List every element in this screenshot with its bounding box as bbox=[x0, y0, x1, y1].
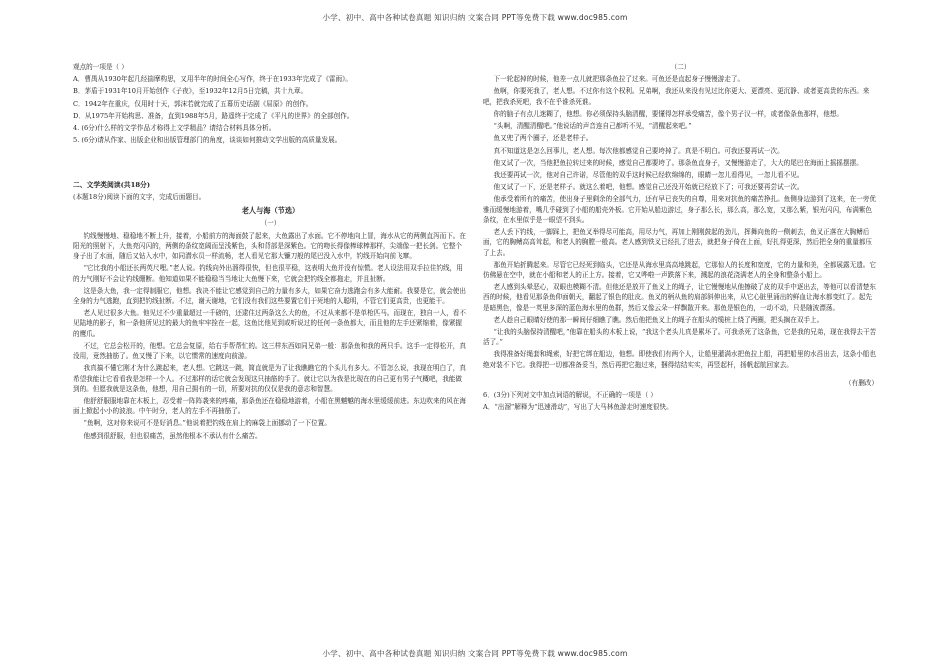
part-two-heading: （二） bbox=[670, 63, 691, 71]
part-one-heading: （一） bbox=[260, 219, 281, 228]
paragraph: 这是条大鱼，我一定得制服它，他想。我决不能让它感觉到自己的力量有多大，如果它奋力逃跑会有多大能耐。我要是它，就会使出全身的力气逃跑，直到把钓线扯断。不过，谢天谢地，它们没有我们这些要置它们于死地的人聪明，不管它们更高贵，也更能干。 bbox=[73, 286, 466, 305]
page-header: 小学、初中、高中各种试卷真题 知识归纳 文案合同 PPT等免费下载 www.doc985.com bbox=[322, 13, 628, 22]
question-stem: 观点的一项是（ ） bbox=[73, 63, 128, 71]
paragraph: 他承受着所有的痛苦，使出身子里剩余的全部气力，还有早已丧失的自尊，用来对抗鱼的痛苦挣扎。鱼侧身边游到了这来，在一旁优雅而缓慢地游着，嘴几乎碰到了小船的船壳外板。它开始从船边游过，身子那么长，那么高，那么宽，又那么紫，银光闪闪，布满紫色条纹，在水里似乎是一眼望不到头。 bbox=[483, 195, 876, 224]
question-5: 5. (6分)请从作家、出版企业和出版管理部门的角度，谈谈如何推动文学出版的高质量发展。 bbox=[73, 136, 342, 145]
paragraph: 我还要再试一次，他对自己许诺，尽管他的双手这时候已经软绵绵的，眼睛一忽儿看得见，一忽儿看不见。 bbox=[493, 170, 804, 179]
paragraph: 真不知道这是怎么回事儿，老人想。每次他都感觉自己要垮掉了。真是不明白。可我还要再试一次。 bbox=[493, 146, 784, 155]
paragraph: “鱼啊，这对你来说可不是好消息。”他说着把钓线在肩上的麻袋上面挪动了一下位置。 bbox=[83, 419, 331, 428]
paragraph: 鱼又兜了两个圈子，还是老样子。 bbox=[493, 134, 593, 143]
source-note: （有删改） bbox=[845, 378, 878, 387]
paragraph: 他舒舒服服地靠在木板上，忍受着一阵阵袭来的疼痛，那条鱼还在稳稳地游着，小船在黑魆魆的海水里缓缓前进。东边吹来的风在海面上掀起小小的波浪。中午时分，老人的左手不再抽筋了。 bbox=[73, 396, 466, 416]
paragraph: 老人丢下钓线，一脚踩上，把鱼叉举得尽可能高，用尽力气，再加上刚刚鼓起的劲儿，挥舞向鱼的一侧刺去，鱼叉正落在大胸鳍后面，它的胸鳍高高耸起，和老人的胸膛一般高。老人感到铁叉已经扎了进去，就把身子倚在上面，好扎得更深，然后把全身的重量都压了上去。 bbox=[483, 228, 873, 257]
paragraph: 老人见过很多大鱼。他见过不少重量超过一千磅的，还逮住过两条这么大的鱼，不过从来都不是单枪匹马。而现在，独自一人，看不见陆地的影子，和一条他所见过的最大的鱼牢牢拴在一起，这鱼比他见到或听说过的任何一条鱼都大，而且他的左手还紧缩着，像紧握的鹰爪。 bbox=[73, 309, 466, 338]
question-6: 6．(3分)下列对文中加点词语的解说，不正确的一项是（ ） bbox=[483, 391, 657, 400]
section-intro: (本题18分)阅读下面的文字，完成后面题目。 bbox=[73, 193, 206, 202]
page-footer: 小学、初中、高中各种试卷真题 知识归纳 文案合同 PPT等免费下载 www.doc985.com bbox=[322, 649, 628, 658]
paragraph: 我真搞不懂它刚才为什么跳起来，老人想。它跳这一跳，简直就是为了让我瞧瞧它的个头儿有多大。不管怎么说，我现在明白了，真希望我能让它看看我是怎样一个人。不过那样的话它就会发现这只抽筋的手了。就让它以为我是比现在的自己更有男子气概吧，我能做到的。但愿我就是这条鱼，他想，用自己拥有的一切，所要对抗的仅仅是我的意志和智慧。 bbox=[73, 364, 466, 393]
paragraph: 我得准备好绳套和绳索，好把它绑在船边，他想。即使我们有两个人，让船里灌满水把鱼拉上船，再把船里的水舀出去，这条小船也绝对装不下它。我得把一切都准备妥当，然后再把它拖过来，捆得结结实实，再竖起杆，扬帆起航回家去。 bbox=[483, 350, 876, 369]
paragraph: 那鱼开始折腾起来。尽管它已经死到临头，它还是从海水里高高地跳起，它那惊人的长度和宽度，它的力量和美，全都展露无遗。它仿佛悬在空中，就在小船和老人的正上方。接着，它又哗啦一声跌落下来，溅起的浪花浇满老人的全身和整条小船上。 bbox=[483, 260, 876, 279]
paragraph: 老人感到头晕恶心，双眼也模糊不清。但他还是放开了鱼叉上的绳子，让它慢慢地从他擦破了皮的双手中逐出去，等他可以看清楚东西的时候，他看见那条鱼仰面朝天，翻起了银色的肚皮。鱼叉的柄从鱼的肩部斜伸出来，从它心脏里涌出的鲜血让海水都变红了。起先是暗黑色，像是一英里多深的蓝色海水里的鱼群，然后又像云朵一样飘散开来。那鱼是银色的，一动不动，只是随波漂荡。 bbox=[483, 283, 876, 312]
paragraph: 下一轮起掉的时候，他差一点儿就把那条鱼拉了过来。可鱼还是直起身子慢慢游走了。 bbox=[493, 75, 745, 84]
paragraph: 你的脑子有点儿迷糊了，他想。你必须保持头脑清醒，要懂得怎样承受痛苦，像个男子汉一样，或者像条鱼那样，他想。 bbox=[493, 109, 844, 118]
section-heading: 二、文学类阅读(共18分) bbox=[73, 180, 151, 189]
paragraph: 不过，它总会松开的，他想。它总会复原，给右手帮帮忙的。这三样东西如同兄弟一般：那条鱼和我的两只手。这手一定得松开，真没用，竟然抽筋了。鱼又慢了下来，以它惯常的速度向前游。 bbox=[73, 341, 466, 361]
paragraph: “它比我的小船还长两英尺哩。”老人说。钓线向外出溜得很快，但也很平稳，这表明大鱼并没有惊慌。老人设法用双手拉住钓线，用的力气刚好不会让钓线绷断。他知道如果不能稳稳当当地让大鱼慢下来，它就会把钓线全都拖走，并且扯断。 bbox=[73, 264, 463, 283]
passage-title: 老人与海（节选） bbox=[241, 206, 300, 216]
option-a: A．曹禺从1930年起几经揣摩构思，又用半年的时间全心写作，终于在1933年完成了《雷雨》。 bbox=[73, 75, 352, 84]
question-6-option-a: A．“出溜”解释为“迅速滑动”，写出了大马林鱼游走时速度很快。 bbox=[483, 403, 673, 412]
question-4: 4. (6分)什么样的文学作品才称得上文学精品？请结合材料具体分析。 bbox=[73, 124, 276, 133]
right-column bbox=[483, 62, 878, 415]
option-d: D．从1975年开始构思、准备，直到1988年5月，路遥终于完成了《平凡的世界》的全部创作。 bbox=[73, 111, 354, 120]
paragraph: 老人趁自己眼睛好使的那一瞬间仔细瞧了瞧。然后他把鱼叉上的绳子在船头的缆桩上绕了两圈，把头搁在双手上。 bbox=[493, 315, 824, 324]
paragraph: 鱼啊，你要死我了，老人想。不过你有这个权利。兄弟啊，我还从来没有见过比你更大、更漂亮、更沉静、或者更高贵的东西。来吧，把我杀死吧，我不在乎谁杀死谁。 bbox=[483, 87, 870, 106]
paragraph: 他又试了一下，还是老样子。就这么着吧，他想。感觉自己还没开始就已经放下了；可我还要再尝试一次。 bbox=[493, 183, 804, 192]
option-c: C．1942年在重庆，仅用时十天，郭沫若就完成了五幕历史话剧《屈原》的创作。 bbox=[73, 99, 313, 108]
paragraph: “头啊，清醒清醒吧。”他说话的声音连自己都听不见，“清醒起来吧。” bbox=[493, 122, 692, 131]
paragraph: 他感到很舒服，但也很痛苦，虽然他根本不承认有什么痛苦。 bbox=[83, 431, 262, 440]
paragraph: “让我的头脑保持清醒吧，”他靠在船头的木板上说，“我这个老头儿真是累坏了。可我杀死了这条鱼，它是我的兄弟，现在我得去干苦活了。” bbox=[483, 328, 877, 347]
left-column bbox=[73, 62, 468, 443]
paragraph: 钓线慢慢地、稳稳地不断上升，接着，小船前方的海面鼓了起来，大鱼露出了水面。它不停地向上冒，海水从它的两侧直泻而下。在阳光的照射下，大鱼亮闪闪的，两侧的条纹宽阔而呈浅紫色，头和背部是深紫色。它的吻长得像棒球棒那样，尖端像一把长剑。它整个身子出了水面，随后又钻入水中，如同潜水员一样流畅，老人看见它那大镰刀般的尾巴没入水中，钓线开始向前飞窜。 bbox=[73, 231, 466, 261]
paragraph: 他又试了一次，当他把鱼拉转过来的时候，感觉自己都要垮了。那条鱼直身子，又慢慢游走了，大大的尾巴在海面上摇摇摆摆。 bbox=[493, 158, 863, 167]
option-b: B．茅盾于1931年10月开始创作《子夜》，至1932年12月5日完稿，共十九章。 bbox=[73, 87, 308, 96]
